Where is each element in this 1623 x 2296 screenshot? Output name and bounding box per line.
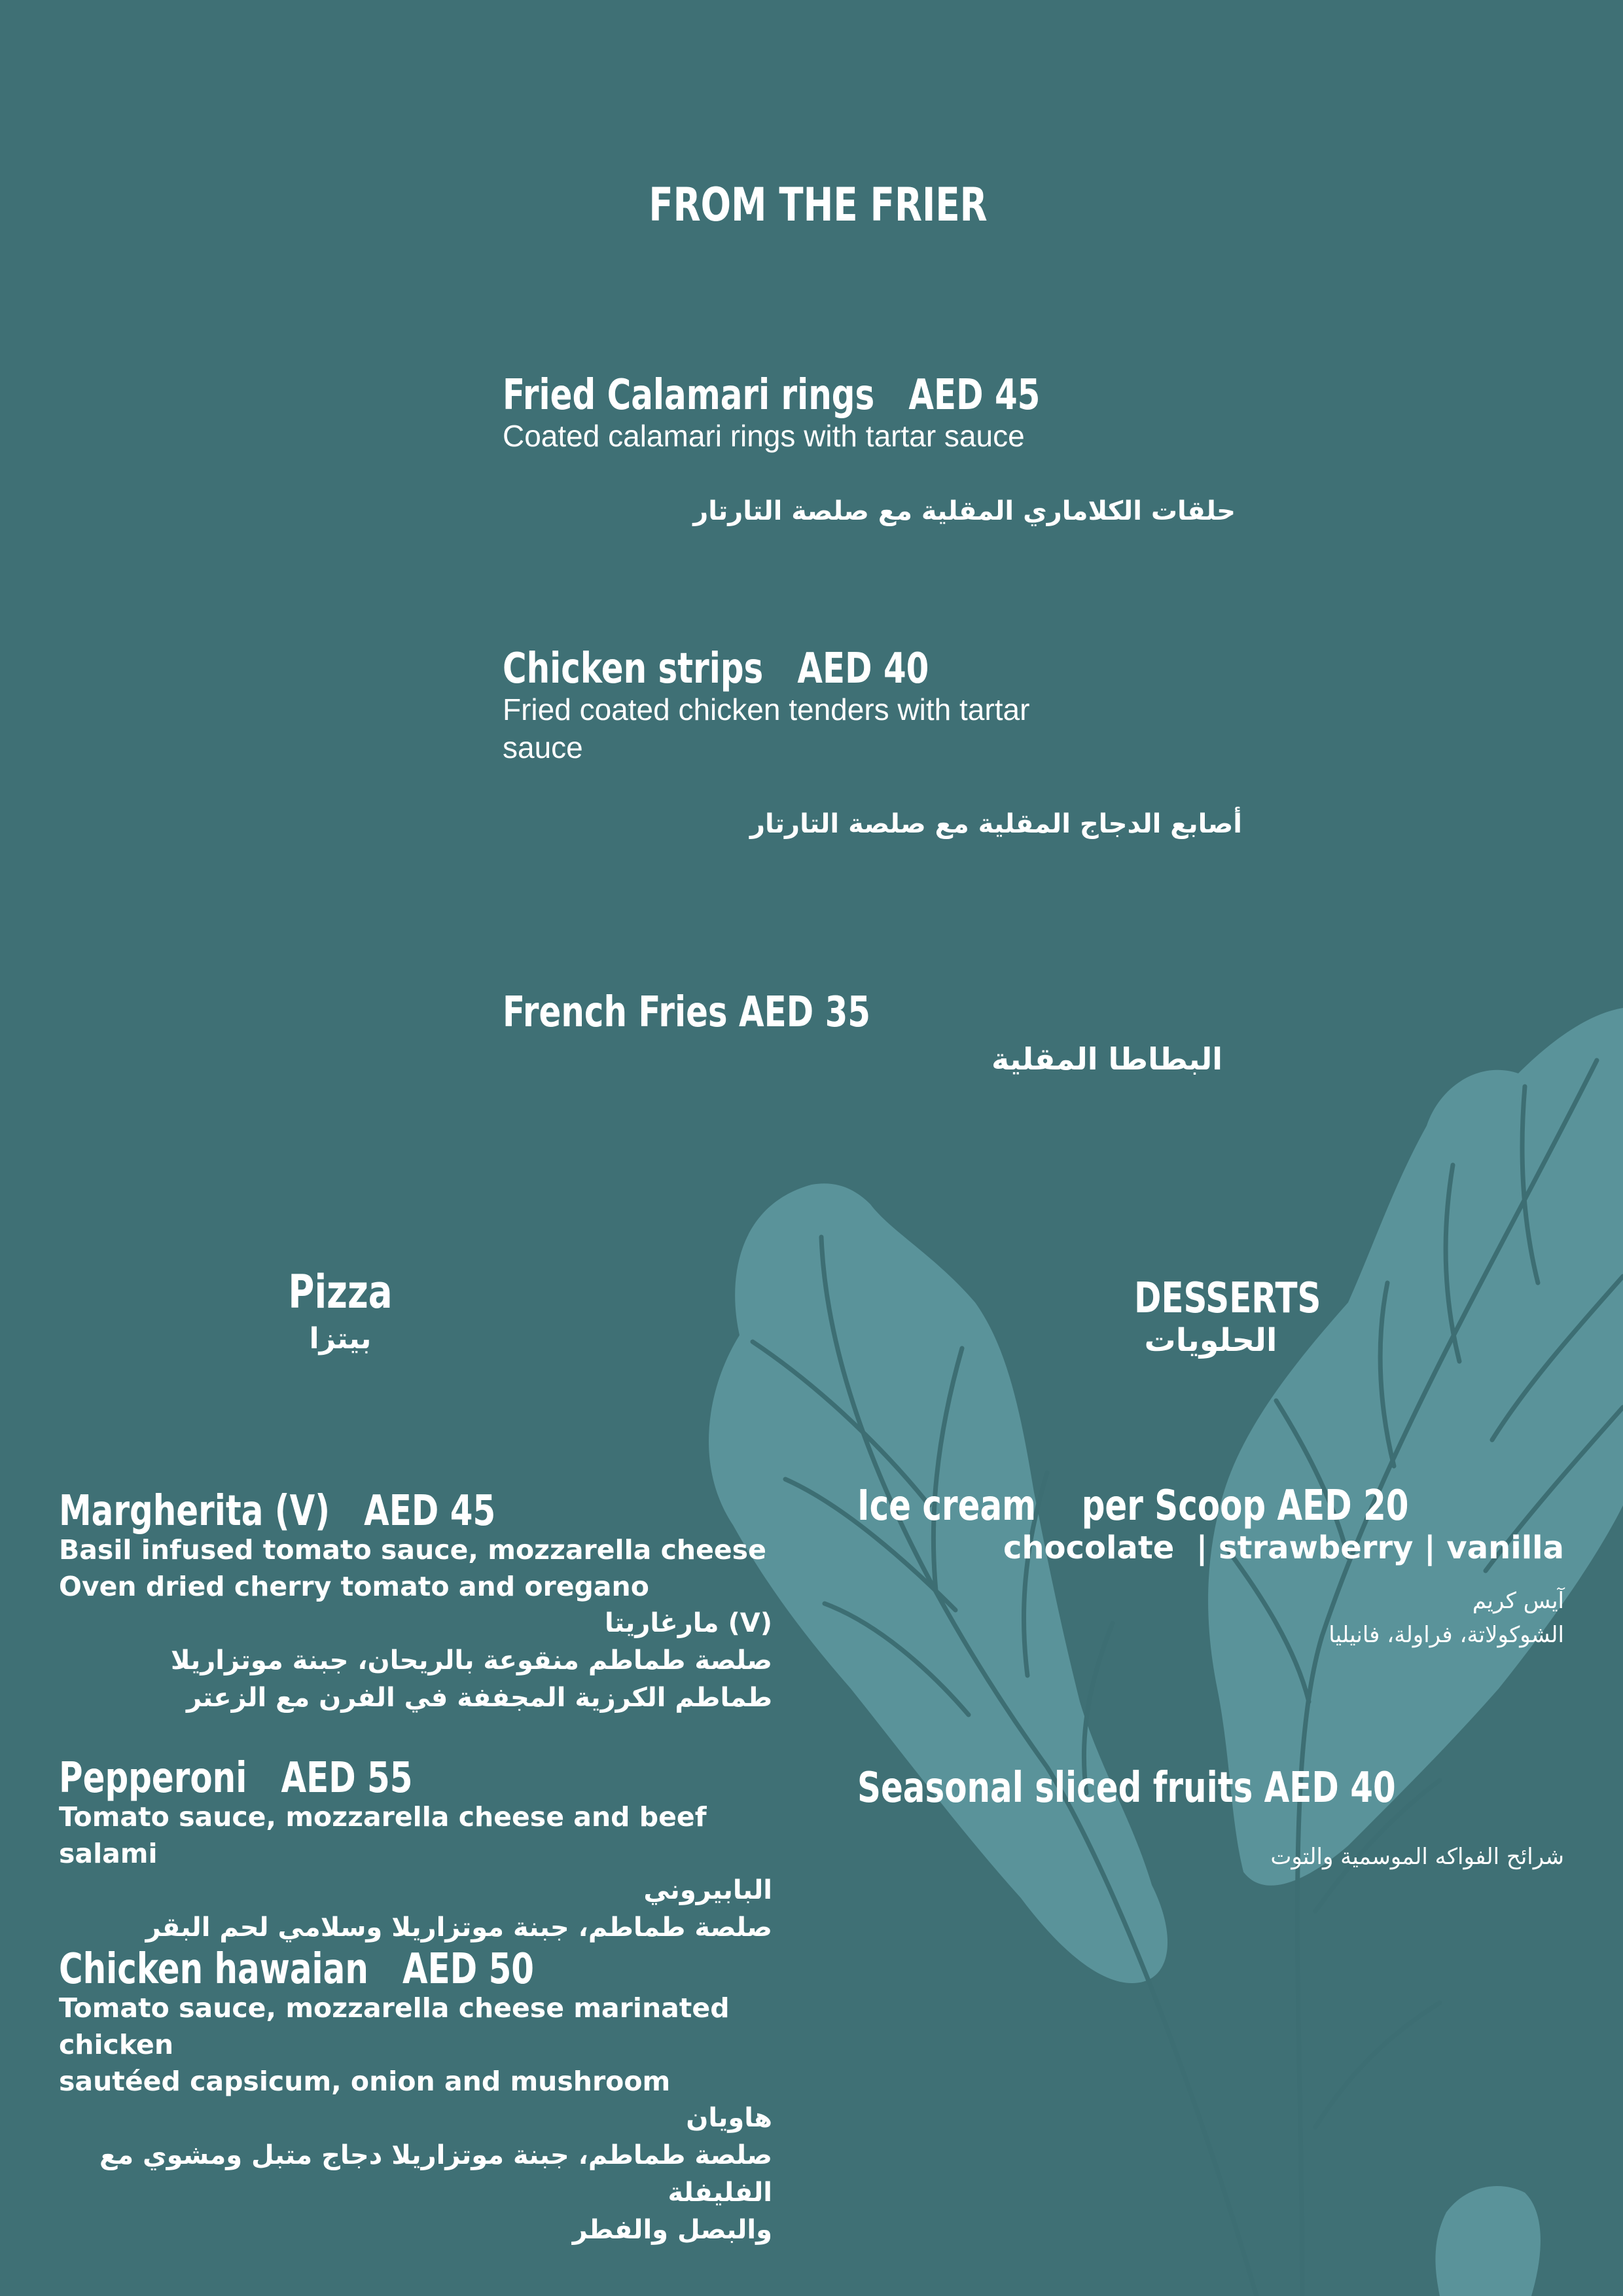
item-name: Chicken hawaian bbox=[59, 1945, 368, 1994]
item-arabic: طماطم الكرزية المجففة في الفرن مع الزعتر bbox=[187, 1683, 772, 1713]
item-name: Ice cream bbox=[857, 1482, 1037, 1530]
item-price: AED 55 bbox=[281, 1754, 413, 1803]
item-title: French Fries AED 35 bbox=[503, 988, 871, 1037]
item-arabic: هاويان bbox=[686, 2103, 772, 2133]
item-description: Oven dried cherry tomato and oregano bbox=[59, 1571, 649, 1602]
chicken-strips-item bbox=[503, 643, 1242, 839]
item-description: Tomato sauce, mozzarella cheese and beef salami bbox=[59, 1801, 707, 1869]
pizza-heading bbox=[262, 1265, 419, 1359]
item-arabic: صلصة طماطم، جبنة موتزاريلا دجاج متبل ومشوي مع الفليفلة bbox=[99, 2140, 772, 2208]
item-arabic: آيس كريم bbox=[1472, 1588, 1564, 1614]
item-arabic: صلصة طماطم منقوعة بالريحان، جبنة موتزاريلا bbox=[170, 1645, 772, 1676]
ice-cream-item bbox=[857, 1480, 1564, 1652]
ice-cream-flavors: chocolate | strawberry | vanilla bbox=[1003, 1530, 1564, 1566]
item-arabic: الشوكولاتة، فراولة، فانيليا bbox=[1329, 1622, 1564, 1648]
item-description: Tomato sauce, mozzarella cheese marinated chicken bbox=[59, 1992, 730, 2060]
pepperoni-item bbox=[59, 1753, 772, 1946]
item-title bbox=[59, 1753, 615, 1804]
item-price: AED 45 bbox=[364, 1487, 496, 1535]
desserts-heading bbox=[1113, 1273, 1321, 1361]
pizza-title: Pizza bbox=[288, 1265, 393, 1319]
bottom-bud-shape bbox=[1435, 2186, 1541, 2296]
item-title bbox=[59, 1486, 615, 1537]
item-title bbox=[503, 643, 1079, 694]
item-arabic: شرائح الفواكه الموسمية والتوت bbox=[1270, 1844, 1564, 1870]
item-price: AED 40 bbox=[797, 645, 929, 693]
item-description: sautéed capsicum, onion and mushroom bbox=[59, 2066, 671, 2097]
frier-section-title: FROM THE FRIER bbox=[649, 178, 988, 232]
item-arabic: البابيروني bbox=[643, 1875, 772, 1905]
item-description: Coated calamari rings with tartar sauce bbox=[503, 419, 1025, 453]
item-arabic: أصابع الدجاج المقلية مع صلصة التارتار bbox=[749, 809, 1242, 839]
item-name: Margherita (V) bbox=[59, 1487, 330, 1535]
item-title bbox=[503, 370, 1075, 421]
item-description: Fried coated chicken tenders with tartar bbox=[503, 692, 1030, 726]
desserts-title-ar: الحلويات bbox=[1144, 1322, 1277, 1359]
item-title: Seasonal sliced fruits AED 40 bbox=[857, 1764, 1396, 1812]
pizza-title-ar: بيتزا bbox=[309, 1322, 372, 1355]
item-arabic: حلقات الكلاماري المقلية مع صلصة التارتار bbox=[693, 496, 1236, 526]
item-name: Chicken strips bbox=[503, 645, 764, 693]
item-price: per Scoop AED 20 bbox=[1081, 1482, 1409, 1530]
seasonal-fruits-item bbox=[857, 1763, 1564, 1874]
item-name: Pepperoni bbox=[59, 1754, 247, 1803]
item-arabic: والبصل والفطر bbox=[572, 2215, 772, 2245]
desserts-title: DESSERTS bbox=[1134, 1274, 1321, 1323]
item-price: AED 45 bbox=[908, 371, 1041, 420]
right-leaf-shape bbox=[1208, 1008, 1623, 1886]
item-description: sauce bbox=[503, 730, 583, 764]
item-name: Fried Calamari rings bbox=[503, 371, 875, 420]
item-description: Basil infused tomato sauce, mozzarella cheese bbox=[59, 1534, 766, 1566]
calamari-item bbox=[503, 370, 1236, 526]
chicken-hawaian-item bbox=[59, 1944, 772, 2249]
item-arabic: البطاطا المقلية bbox=[991, 1041, 1222, 1077]
item-arabic: صلصة طماطم، جبنة موتزاريلا وسلامي لحم البقر bbox=[145, 1912, 772, 1943]
item-title bbox=[857, 1480, 1408, 1532]
item-arabic: (V) مارغاريتا bbox=[604, 1608, 772, 1638]
margherita-item bbox=[59, 1486, 772, 1717]
item-price: AED 50 bbox=[402, 1945, 535, 1994]
french-fries-item bbox=[503, 987, 1222, 1077]
item-title bbox=[59, 1944, 615, 1995]
